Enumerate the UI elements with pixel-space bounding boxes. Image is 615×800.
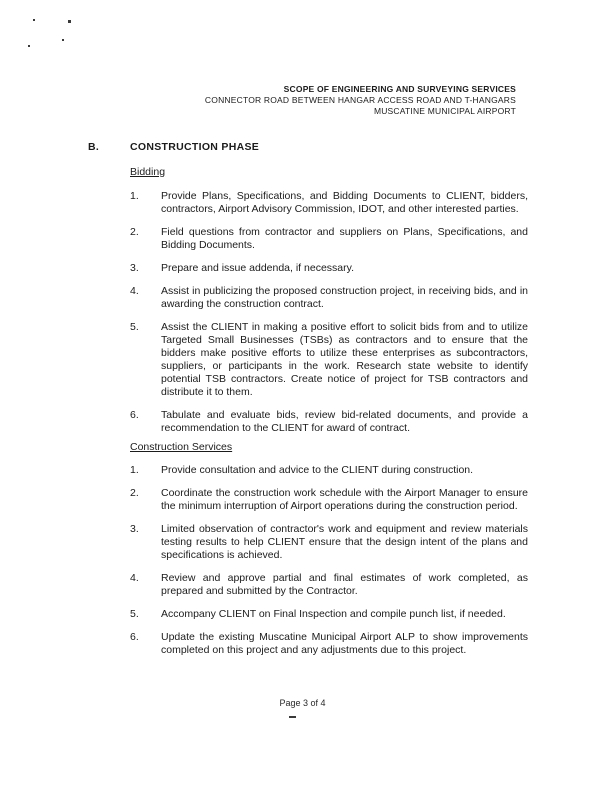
document-header: [0, 0, 516, 117]
scan-artifact-dot: [33, 19, 35, 21]
item-number: 4.: [130, 572, 139, 584]
page-number-footer: Page 3 of 4: [279, 698, 326, 708]
item-number: 5.: [130, 321, 139, 333]
item-text: Field questions from contractor and suppliers on Plans, Specifications, and Bidding Documents.: [161, 226, 528, 251]
list-item: [130, 631, 528, 657]
item-number: 5.: [130, 608, 139, 620]
list-item: [130, 523, 528, 562]
item-text: Provide consultation and advice to the CLIENT during construction.: [161, 464, 474, 476]
list-item: [130, 190, 528, 216]
item-text: Prepare and issue addenda, if necessary.: [161, 262, 355, 274]
item-text: Assist the CLIENT in making a positive effort to solicit bids from and to utilize Targeted Small Businesses (TSBs) as contractors and to ensure that the bidders make positive efforts to utilize these enterprises as subcontractors, suppliers, or participants in the work. Research state website to identify potential TSB contractors. Create notice of project for TSB contractors and distribute it to them.: [161, 321, 528, 398]
item-text: Review and approve partial and final estimates of work completed, as prepared and submitted by the Contractor.: [161, 572, 528, 597]
header-title: SCOPE OF ENGINEERING AND SURVEYING SERVICES: [283, 84, 516, 94]
header-subtitle-location: MUSCATINE MUNICIPAL AIRPORT: [373, 106, 516, 116]
item-number: 4.: [130, 285, 139, 297]
section-letter: B.: [88, 141, 100, 153]
document-body: [88, 141, 528, 657]
item-number: 2.: [130, 226, 139, 238]
item-text: Update the existing Muscatine Municipal Airport ALP to show improvements completed on this project and any adjustments due to this project.: [161, 631, 528, 656]
list-item: [130, 409, 528, 435]
list-item: [130, 608, 528, 621]
item-number: 1.: [130, 190, 139, 202]
scan-artifact-dot: [68, 20, 71, 23]
item-number: 1.: [130, 464, 139, 476]
item-text: Tabulate and evaluate bids, review bid-related documents, and provide a recommendation to the CLIENT for award of contract.: [161, 409, 528, 434]
item-text: Provide Plans, Specifications, and Bidding Documents to CLIENT, bidders, contractors, Airport Advisory Commission, IDOT, and other interested parties.: [161, 190, 528, 215]
item-number: 6.: [130, 409, 139, 421]
header-subtitle-project: CONNECTOR ROAD BETWEEN HANGAR ACCESS ROAD AND T-HANGARS: [204, 95, 516, 105]
section-heading: [88, 141, 528, 154]
scan-artifact-dot: [62, 39, 64, 41]
item-number: 3.: [130, 523, 139, 535]
item-text: Accompany CLIENT on Final Inspection and compile punch list, if needed.: [161, 608, 506, 620]
scan-artifact-dot: [28, 45, 30, 47]
item-text: Assist in publicizing the proposed construction project, in receiving bids, and in awarding the construction contract.: [161, 285, 528, 310]
item-number: 6.: [130, 631, 139, 643]
item-text: Coordinate the construction work schedule with the Airport Manager to ensure the minimum interruption of Airport operations during the construction period.: [161, 487, 528, 512]
list-item: [130, 262, 528, 275]
list-item: [130, 572, 528, 598]
list-item: [130, 226, 528, 252]
list-item: [130, 487, 528, 513]
list-item: [130, 321, 528, 399]
subsection-heading-bidding: Bidding: [130, 166, 166, 178]
section-title: CONSTRUCTION PHASE: [130, 141, 260, 153]
item-number: 3.: [130, 262, 139, 274]
subsection-heading-construction-services: Construction Services: [130, 441, 233, 453]
list-item: [130, 285, 528, 311]
item-number: 2.: [130, 487, 139, 499]
list-item: [130, 464, 528, 477]
item-text: Limited observation of contractor's work and equipment and review materials testing results to help CLIENT ensure that the design intent of the plans and specifications is achieved.: [161, 523, 528, 561]
scan-artifact-dash: [289, 716, 296, 718]
